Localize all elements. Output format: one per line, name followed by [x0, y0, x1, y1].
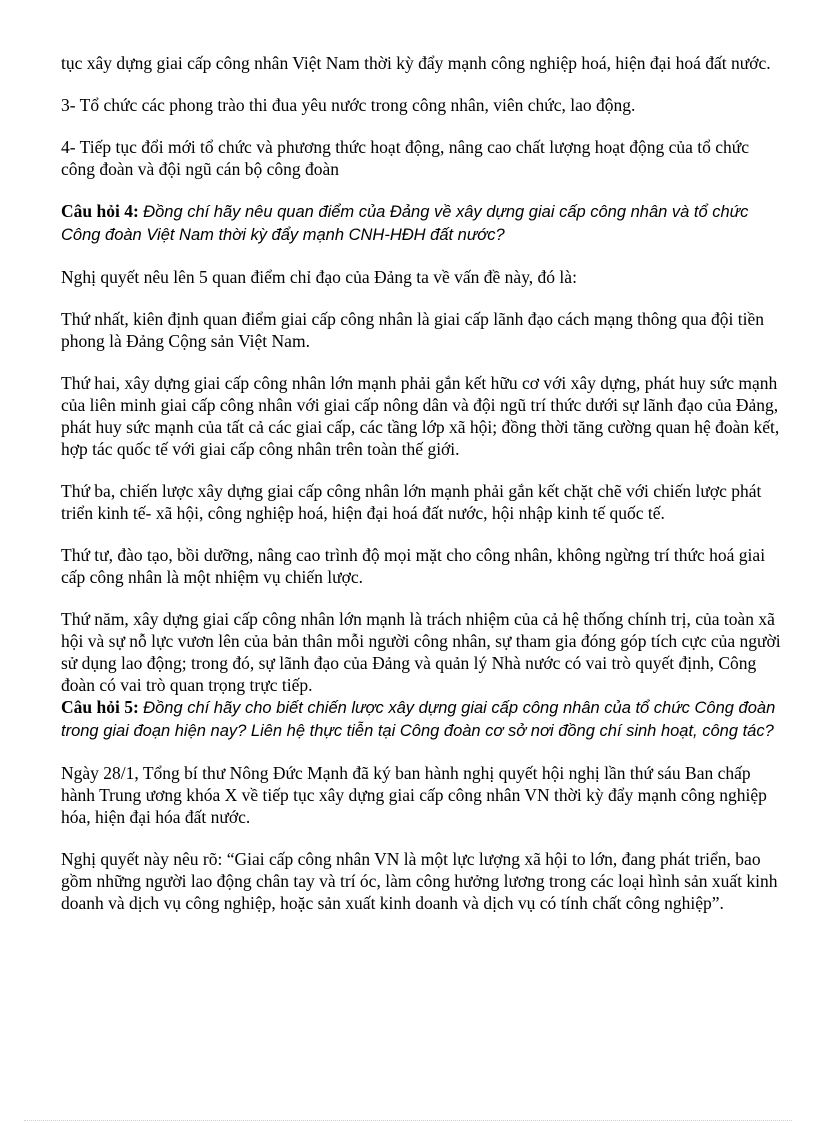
question-4-label: Câu hỏi 4:: [61, 201, 139, 221]
answer-4-point-3: Thứ ba, chiến lược xây dựng giai cấp công nhân lớn mạnh phải gắn kết chặt chẽ với chiến lược phát triển kinh tế- xã hội, công nghiệp hoá, hiện đại hoá đất nước, hội nhập kinh tế quốc tế.: [61, 481, 762, 523]
answer-4-intro: Nghị quyết nêu lên 5 quan điểm chỉ đạo của Đảng ta về vấn đề này, đó là:: [61, 267, 577, 287]
page-bottom-divider: [24, 1120, 792, 1121]
paragraph-item-4: 4- Tiếp tục đổi mới tổ chức và phương thức hoạt động, nâng cao chất lượng hoạt động của tổ chức công đoàn và đội ngũ cán bộ công đoàn: [61, 137, 750, 179]
answer-4-point-2: Thứ hai, xây dựng giai cấp công nhân lớn mạnh phải gắn kết hữu cơ với xây dựng, phát huy sức mạnh của liên minh giai cấp công nhân với giai cấp nông dân và đội ngũ trí thức dưới sự lãnh đạo của Đảng, phát huy sức mạnh của tất cả các giai cấp, các tầng lớp xã hội; đồng thời tăng cường quan hệ đoàn kết, hợp tác quốc tế với giai cấp công nhân trên toàn thế giới.: [61, 373, 780, 459]
question-5-text: Đồng chí hãy cho biết chiến lược xây dựng giai cấp công nhân của tổ chức Công đoàn trong giai đoạn hiện nay? Liên hệ thực tiễn tại Công đoàn cơ sở nơi đồng chí sinh hoạt, công tác?: [61, 699, 776, 740]
answer-4-point-5: Thứ năm, xây dựng giai cấp công nhân lớn mạnh là trách nhiệm của cả hệ thống chính trị, của toàn xã hội và sự nỗ lực vươn lên của bản thân mỗi người công nhân, sự tham gia đóng góp tích cực của người sử dụng lao động; trong đó, sự lãnh đạo của Đảng và quản lý Nhà nước có vai trò quyết định, Công đoàn có vai trò quan trọng trực tiếp.: [61, 609, 781, 695]
answer-5-paragraph-2: Nghị quyết này nêu rõ: “Giai cấp công nhân VN là một lực lượng xã hội to lớn, đang phát triển, bao gồm những người lao động chân tay và trí óc, làm công hưởng lương trong các loại hình sản xuất kinh doanh và dịch vụ công nghiệp, hoặc sản xuất kinh doanh và dịch vụ có tính chất công nghiệp”.: [61, 849, 778, 913]
answer-4-point-4: Thứ tư, đào tạo, bồi dưỡng, nâng cao trình độ mọi mặt cho công nhân, không ngừng trí thức hoá giai cấp công nhân là một nhiệm vụ chiến lược.: [61, 545, 766, 587]
document-page: [61, 52, 781, 934]
question-5: [61, 696, 781, 742]
answer-5-paragraph-1: Ngày 28/1, Tổng bí thư Nông Đức Mạnh đã ký ban hành nghị quyết hội nghị lần thứ sáu Ban chấp hành Trung ương khóa X về tiếp tục xây dựng giai cấp công nhân VN thời kỳ đẩy mạnh công nghiệp hóa, hiện đại hóa đất nước.: [61, 763, 767, 827]
question-4: [61, 200, 781, 246]
paragraph-intro-continuation: tục xây dựng giai cấp công nhân Việt Nam thời kỳ đẩy mạnh công nghiệp hoá, hiện đại hoá đất nước.: [61, 53, 771, 73]
question-5-label: Câu hỏi 5:: [61, 697, 139, 717]
question-4-text: Đồng chí hãy nêu quan điểm của Đảng về xây dựng giai cấp công nhân và tổ chức Công đoàn Việt Nam thời kỳ đẩy mạnh CNH-HĐH đất nước?: [61, 203, 749, 244]
answer-4-point-1: Thứ nhất, kiên định quan điểm giai cấp công nhân là giai cấp lãnh đạo cách mạng thông qua đội tiền phong là Đảng Cộng sản Việt Nam.: [61, 309, 764, 351]
paragraph-item-3: 3- Tổ chức các phong trào thi đua yêu nước trong công nhân, viên chức, lao động.: [61, 95, 636, 115]
